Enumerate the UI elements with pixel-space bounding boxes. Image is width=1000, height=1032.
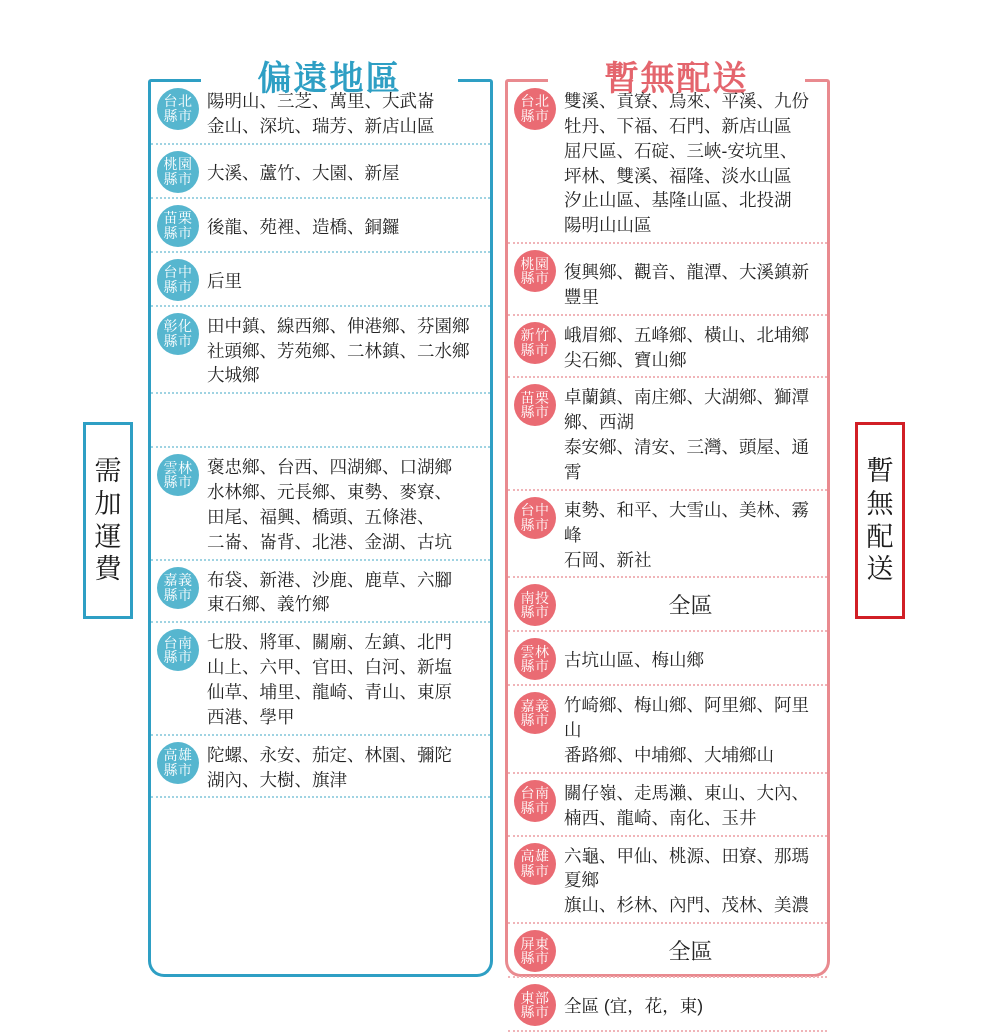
table-row [508, 244, 827, 316]
panel-no-delivery [505, 60, 830, 1021]
panel-remote-rows [151, 82, 490, 850]
region-list-text: 褒忠鄉、台西、四湖鄉、口湖鄉 水林鄉、元長鄉、東勢、麥寮、 田尾、福興、橋頭、五條港、 二崙、崙背、北港、金湖、古坑 [207, 457, 452, 552]
table-row [508, 491, 827, 579]
region-badge-line: 縣市 [163, 332, 193, 349]
right-label-char-1: 暫 [866, 455, 894, 486]
table-row [151, 199, 490, 253]
region-list-text: 竹崎鄉、梅山鄉、阿里鄉、阿里山 番路鄉、中埔鄉、大埔鄉山 [564, 695, 809, 766]
region-list-text: 全區 (宜，花，東) [564, 996, 704, 1017]
table-row [151, 253, 490, 307]
table-row [151, 561, 490, 624]
table-row [151, 394, 490, 448]
region-list-text: 后里 [207, 270, 242, 291]
region-badge-line: 縣市 [520, 862, 550, 879]
region-badge [514, 930, 556, 972]
region-badge-line: 縣市 [163, 224, 193, 241]
region-badge-line: 桃園 [163, 156, 193, 173]
region-list-text: 全區 [668, 939, 713, 965]
region-badge-line: 苗栗 [163, 210, 193, 227]
region-list-text: 六龜、甲仙、桃源、田寮、那瑪夏鄉 旗山、杉林、內門、茂林、美濃 [564, 845, 809, 916]
region-badge-line: 南投 [520, 589, 550, 606]
right-label-char-3: 配 [866, 521, 894, 552]
region-badge-line: 台南 [163, 634, 193, 651]
region-list-text [207, 398, 480, 401]
table-row [508, 578, 827, 632]
region-badge-line: 雲林 [163, 459, 193, 476]
panel-no-delivery-title: 暫無配送 [548, 51, 805, 100]
region-list-text: 關仔嶺、走馬瀨、東山、大內、 楠西、龍崎、南化、玉井 [564, 782, 809, 828]
region-badge-line: 桃園 [520, 255, 550, 272]
region-badge-line: 台中 [163, 264, 193, 281]
region-badge [157, 629, 199, 671]
region-badge [157, 454, 199, 496]
right-label-char-4: 送 [866, 554, 894, 585]
region-badge-line: 縣市 [520, 270, 550, 287]
region-badge-line: 嘉義 [520, 697, 550, 714]
region-badge-line: 縣市 [520, 604, 550, 621]
region-badge-line: 縣市 [520, 799, 550, 816]
region-badge-line: 台南 [520, 785, 550, 802]
region-badge [157, 313, 199, 355]
region-badge [157, 205, 199, 247]
table-row [151, 82, 490, 145]
region-badge-line: 新竹 [520, 327, 550, 344]
region-badge-line: 雲林 [520, 643, 550, 660]
table-row [151, 798, 490, 850]
region-list-text: 雙溪、貢寮、烏來、平溪、九份 牡丹、下福、石門、新店山區 屈尺區、石碇、三峽-安坑里、 坪林、雙溪、福隆、淡水山區 汐止山區、基隆山區、北投湖 陽明山山區 [564, 91, 809, 236]
table-row [508, 316, 827, 379]
region-badge [514, 384, 556, 426]
table-row [508, 686, 827, 774]
table-row [151, 448, 490, 560]
region-list-text: 卓蘭鎮、南庄鄉、大湖鄉、獅潭鄉、西湖 泰安鄉、清安、三灣、頭屋、通霄 [564, 387, 809, 482]
region-badge [514, 584, 556, 626]
region-badge-line: 台北 [520, 93, 550, 110]
region-list-text: 復興鄉、觀音、龍潭、大溪鎮新豐里 [564, 262, 809, 307]
region-badge-line: 彰化 [163, 318, 193, 335]
right-side-label [855, 422, 905, 619]
region-badge-line: 東部 [520, 989, 550, 1006]
region-badge-line: 縣市 [520, 1004, 550, 1021]
region-badge-line: 屏東 [520, 935, 550, 952]
region-badge-line: 縣市 [520, 658, 550, 675]
region-badge [157, 742, 199, 784]
region-badge-line: 縣市 [163, 761, 193, 778]
table-row [508, 774, 827, 837]
region-list-text [207, 802, 480, 805]
table-row [508, 82, 827, 244]
region-badge-line: 縣市 [163, 108, 193, 124]
table-row [508, 632, 827, 686]
table-row [151, 145, 490, 199]
region-badge-line: 台北 [163, 93, 193, 110]
region-list-text: 全區 [668, 593, 713, 619]
region-badge [514, 984, 556, 1026]
panel-remote-areas [148, 60, 493, 977]
region-badge [514, 843, 556, 885]
region-badge-line: 縣市 [163, 278, 193, 295]
region-badge [514, 780, 556, 822]
table-row [508, 837, 827, 925]
region-list-text: 陀螺、永安、茄定、林園、彌陀 湖內、大樹、旗津 [207, 744, 452, 790]
region-list-text: 大溪、蘆竹、大園、新屋 [207, 162, 400, 183]
table-row [508, 924, 827, 978]
region-badge-line: 苗栗 [520, 389, 550, 406]
region-list-text: 峨眉鄉、五峰鄉、橫山、北埔鄉 尖石鄉、寶山鄉 [564, 324, 809, 370]
region-badge-line: 縣市 [520, 404, 550, 421]
region-badge-line: 縣市 [163, 586, 193, 603]
table-row [151, 623, 490, 735]
region-badge [157, 88, 199, 130]
region-badge-line: 嘉義 [163, 572, 193, 589]
region-badge-line: 縣市 [520, 108, 550, 124]
region-badge-line: 高雄 [163, 747, 193, 764]
panel-remote-title: 偏遠地區 [201, 51, 458, 100]
left-label-char-4: 費 [94, 554, 122, 585]
region-badge [157, 151, 199, 193]
region-badge [157, 567, 199, 609]
region-badge [514, 88, 556, 130]
table-row [151, 307, 490, 395]
region-list-text: 七股、將軍、關廟、左鎮、北門 山上、六甲、官田、白河、新塩 仙草、埔里、龍崎、青山、東原 西港、學甲 [207, 632, 452, 727]
region-badge-line: 縣市 [520, 516, 550, 533]
region-badge-line: 縣市 [163, 474, 193, 491]
region-badge [514, 638, 556, 680]
region-badge-line: 縣市 [163, 649, 193, 666]
region-badge [514, 322, 556, 364]
left-label-char-1: 需 [94, 455, 122, 486]
region-list-text: 後龍、苑裡、造橋、銅鑼 [207, 216, 400, 237]
left-label-char-3: 運 [94, 521, 122, 552]
left-side-label [83, 422, 133, 619]
region-list-text: 陽明山、三芝、萬里、大武崙 金山、深坑、瑞芳、新店山區 [207, 91, 435, 136]
table-row [508, 978, 827, 1032]
table-row [508, 378, 827, 490]
right-label-char-2: 無 [866, 488, 894, 519]
panel-no-delivery-rows [508, 82, 827, 1032]
region-list-text: 田中鎮、線西鄉、伸港鄉、芬園鄉 社頭鄉、芳苑鄉、二林鎮、二水鄉 大城鄉 [207, 315, 470, 386]
region-badge-line: 縣市 [520, 712, 550, 729]
region-badge-line: 縣市 [163, 170, 193, 187]
table-row [151, 736, 490, 799]
region-badge-line: 縣市 [520, 950, 550, 967]
region-badge-line: 縣市 [520, 341, 550, 358]
region-badge-line: 高雄 [520, 848, 550, 865]
region-badge [514, 497, 556, 539]
region-list-text: 布袋、新港、沙鹿、鹿草、六腳 東石鄉、義竹鄉 [207, 569, 452, 615]
region-list-text: 古坑山區、梅山鄉 [564, 650, 704, 671]
region-badge-line: 台中 [520, 502, 550, 519]
left-label-char-2: 加 [94, 488, 122, 519]
region-badge [514, 250, 556, 292]
region-badge [514, 692, 556, 734]
region-list-text: 東勢、和平、大雪山、美林、霧峰 石岡、新社 [564, 499, 809, 570]
region-badge [157, 259, 199, 301]
